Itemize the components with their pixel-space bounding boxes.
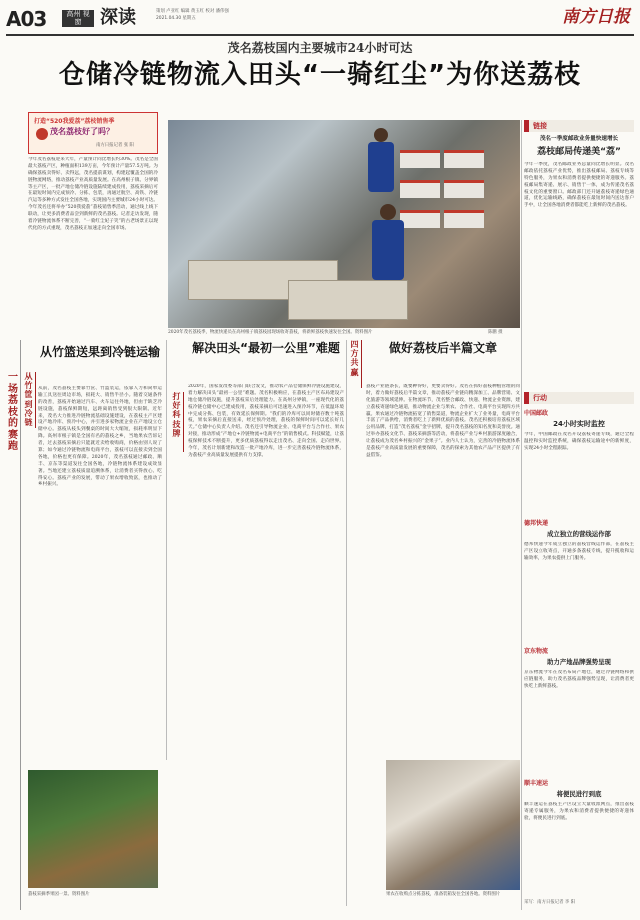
litchi-icon [36, 128, 48, 140]
article-body: 从前，茂名荔枝主要靠竹筐、竹篮装运，依靠人力和简单运输工具送往周边市场，损耗大、销售半径小。随着交通条件的改善，荔枝开始通过汽车、火车运往外地，但由于缺乏冷链设施，荔枝保鲜期短，远距离销售受到很大限制。近年来，茂名大力推进冷链物流基础设施建设，在荔枝主产区建设产地冷库、预冷中心，并引进多家物流企业在产地设立仓储中心。荔枝从枝头到餐桌的时间大大缩短，损耗率明显下降。高州市根子镇是全国有名的荔枝之乡，当地果农告诉记者，过去荔枝采摘后只能就近卖给收购商，价格由别人说了算；如今通过冷链物流和电商平台，荔枝可以直接卖到全国各地，价格也更有保障。2020年，茂名荔枝通过邮政、顺丰、京东等渠道发往全国各地，冷链物流体系建设成效显著。当地还建立荔枝质量追溯体系，让消费者买得放心、吃得安心。荔枝产业的发展，带动了果农增收致富，也推动了乡村振兴。 [38, 386, 162, 488]
action-company: 德邦快递 [524, 520, 549, 527]
orchard-photo [28, 770, 158, 888]
action-body: 今年，中国邮政在茂名开设荔枝寄递专线，通过全程温控和实时监控系统，确保荔枝运输途中的新鲜度，实现24小时全程跟踪。 [524, 432, 634, 451]
column-tag: 从竹筐到冷链 [22, 372, 36, 428]
main-photo [168, 120, 520, 328]
article-headline: 从竹篮送果到冷链运输 [39, 345, 160, 359]
newspaper-logo: 南方日报 [562, 7, 630, 27]
photo-credit: 陈鹏 摄 [488, 330, 503, 335]
article-headline: 解决田头“最初一公里”难题 [192, 341, 340, 355]
photo-box [444, 150, 484, 168]
editorial-meta [156, 9, 229, 22]
article-body: 荔枝产业链条长，既要种得好，更要卖得好。茂名在抓好荔枝种植管理的同时，着力做好荔枝后半篇文章，推动荔枝产业链向精深加工、品牌营销、文化旅游等领域延伸。在物流环节，茂名整合邮政、快递、物流企业资源，建立荔枝寄递绿色通道，推动物流企业与果农、合作社、电商平台实现四方共赢。果农通过冷链物流拓宽了销售渠道，物流企业扩大了业务量，电商平台丰富了产品供给，消费者吃上了新鲜优质的荔枝。茂名还积极培育荔枝区域公用品牌，打造“茂名荔枝”金字招牌，提升茂名荔枝的知名度和美誉度。通过举办荔枝文化节、荔枝采摘游等活动，将荔枝产业与乡村旅游深度融合，让荔枝成为茂名乡村振兴的“金果子”。业内人士认为，完善的冷链物流体系是荔枝产业高质量发展的重要保障，茂名的探索为其他农产品产区提供了有益借鉴。 [366, 384, 520, 458]
action-company: 顺丰速运 [524, 780, 549, 787]
promo-graphic-title: 打造“520我爱荔”荔枝销售季 [34, 118, 115, 125]
column-divider [166, 340, 167, 760]
photo-caption: 荔枝采摘季果园一景。资料图片 [28, 892, 90, 897]
worker-figure [372, 220, 404, 280]
kicker-headline: 茂名荔枝国内主要城市24小时可达 [227, 41, 413, 55]
worker-figure [368, 142, 394, 192]
photo-box [400, 150, 440, 168]
masthead [6, 4, 634, 34]
footer-credit: 采写：南方日报记者 李 阳 [524, 900, 576, 905]
intro-paragraph: 今年茂名荔枝迎来大年，产量预计同比增长约30%。茂名是全国最大荔枝产区，种植面积139万亩，今年预计产量57.5万吨。为确保荔枝卖得好、卖得远，茂名提前谋划，构建起覆盖全国的冷链物流网络，推动荔枝产业高质量发展。在高州根子镇、分界镇等主产区，一批产地仓储冷链设施陆续建成投用，荔枝采摘后可在最短时间内完成预冷、分拣、包装，再通过航空、高铁、冷链汽运等多种方式发往全国各地，实现国内主要城市24小时可达。今年茂名还将举办“520我爱荔”荔枝销售季活动，通过线上线下联动，让更多消费者品尝到新鲜的茂名荔枝。记者走访发现，随着冷链物流体系不断完善，“一骑红尘妃子笑”的古老场景正以现代化的方式重现，茂名荔枝正加速走向全国市场。 [28, 157, 158, 231]
action-body: 顺丰速运在荔枝主产区设立大量收派网点，推出荔枝寄递专属服务，为果农和消费者提供便捷的寄递体验，将便民进行到底。 [524, 802, 634, 821]
photo-caption: 2020年茂名荔枝季，物流快递员在高州根子镇荔枝园现场收寄荔枝，将新鲜荔枝快速发往全国。资料图片 [168, 330, 373, 335]
article-headline: 做好荔枝后半篇文章 [388, 341, 497, 355]
action-body: 京东物流今年在茂名布局产地仓，通过冷链网络和供应链服务，助力茂名荔枝品牌强势呈现，让消费者更快吃上新鲜荔枝。 [524, 670, 634, 689]
action-headline: 助力产地品牌强势呈现 [547, 658, 611, 666]
worker-head [380, 204, 396, 220]
sidebar-subheadline: 荔枝邮局传递美“荔” [537, 147, 621, 157]
meta-line: 2021.04.30 星期五 [156, 15, 196, 21]
worker-head [374, 128, 388, 142]
main-headline: 仓储冷链物流入田头“一骑红尘”为你送荔枝 [58, 60, 582, 90]
sidebar [524, 120, 634, 910]
action-headline: 24小时实时监控 [553, 420, 605, 428]
photo-box [444, 210, 484, 228]
photo-box [444, 180, 484, 198]
promo-graphic-subtitle: 茂名荔枝好了吗？ [50, 127, 114, 136]
column-tag: 四方共赢 [348, 340, 362, 388]
action-tag: 行动 [524, 392, 634, 404]
column-divider [346, 340, 347, 906]
action-body: 德邦快递今年成立独立的荔枝营线运作部，在荔枝主产区设立收寄点，开通多条荔枝专线，提升揽收和运输效率，为果农提供上门服务。 [524, 542, 634, 561]
masthead-divider [6, 34, 634, 36]
column-divider [521, 120, 522, 910]
sidebar-body: 今年一季度，茂名邮政业务总量同比增长明显。茂名邮政依托荔枝产业优势，推出荔枝邮局、荔枝专线等特色服务，为果农和消费者提供便捷的寄递服务。荔枝邮局集寄递、展示、销售于一体，成为传递茂名荔枝文化的重要窗口。邮政部门还开通荔枝寄递绿色通道，优化运输线路，确保荔枝在最短时间内送达客户手中，让全国各地消费者都能吃上新鲜的茂名荔枝。 [524, 162, 634, 209]
sidebar-headline: 茂名一季度邮政业务量快速增长 [539, 136, 619, 142]
byline: 南方日报记者 张 阳 [96, 143, 134, 148]
action-headline: 将便民进行到底 [556, 790, 602, 798]
article-body: 2020年，国家发改委等部门联合发文，推动农产品仓储保鲜冷链设施建设，着力解决田头“最初一公里”难题。茂名积极响应，在荔枝主产区布局建设产地仓储冷链设施，提升荔枝采后处理能力。在高州分界镇，一座现代化的荔枝冷链仓储中心已建成投用，荔枝采摘后可迅速进入预冷环节，在低温环境中完成分拣、包装，有效延长保鲜期。“我们的冷库可以同时储存数十吨荔枝，果农采摘后直接送来，经过预冷处理，荔枝的保鲜时间可以延长好几天。”仓储中心负责人介绍。茂名还引导物流企业、电商平台与合作社、果农对接，推动形成“产地仓+冷链物流+电商平台”的销售模式。科技赋能，让荔枝保鲜技术不断提升，更多优质荔枝得以走出茂名、走向全国、走向世界。今年，茂名计划新建和改造一批产地冷库，进一步完善荔枝冷链物流体系，为荔枝产业高质量发展提供有力支撑。 [188, 384, 344, 458]
link-tag: 链接 [524, 120, 634, 132]
photo-box [400, 180, 440, 198]
action-company: 京东物流 [524, 648, 549, 655]
photo-caption: 果农在收购点分拣荔枝，准备装箱发往全国各地。资料图片 [386, 892, 501, 897]
page-number: A03 [6, 7, 47, 31]
action-company: 中国邮政 [524, 410, 549, 417]
meta-line: 策划 卢亚红 编辑 黄玉红 校对 潘伟强 [156, 9, 229, 14]
action-headline: 成立独立的营线运作部 [547, 530, 611, 538]
section-label: 高州 视窗 [62, 10, 94, 27]
column-divider [20, 340, 21, 910]
section-title: 深读 [100, 7, 136, 28]
photo-boxes [288, 280, 408, 320]
theme-label: 一场荔枝的赛跑 [8, 372, 18, 452]
photo-box [400, 210, 440, 228]
sorting-photo [386, 760, 520, 890]
column-tag: 打好科技牌 [170, 392, 184, 452]
